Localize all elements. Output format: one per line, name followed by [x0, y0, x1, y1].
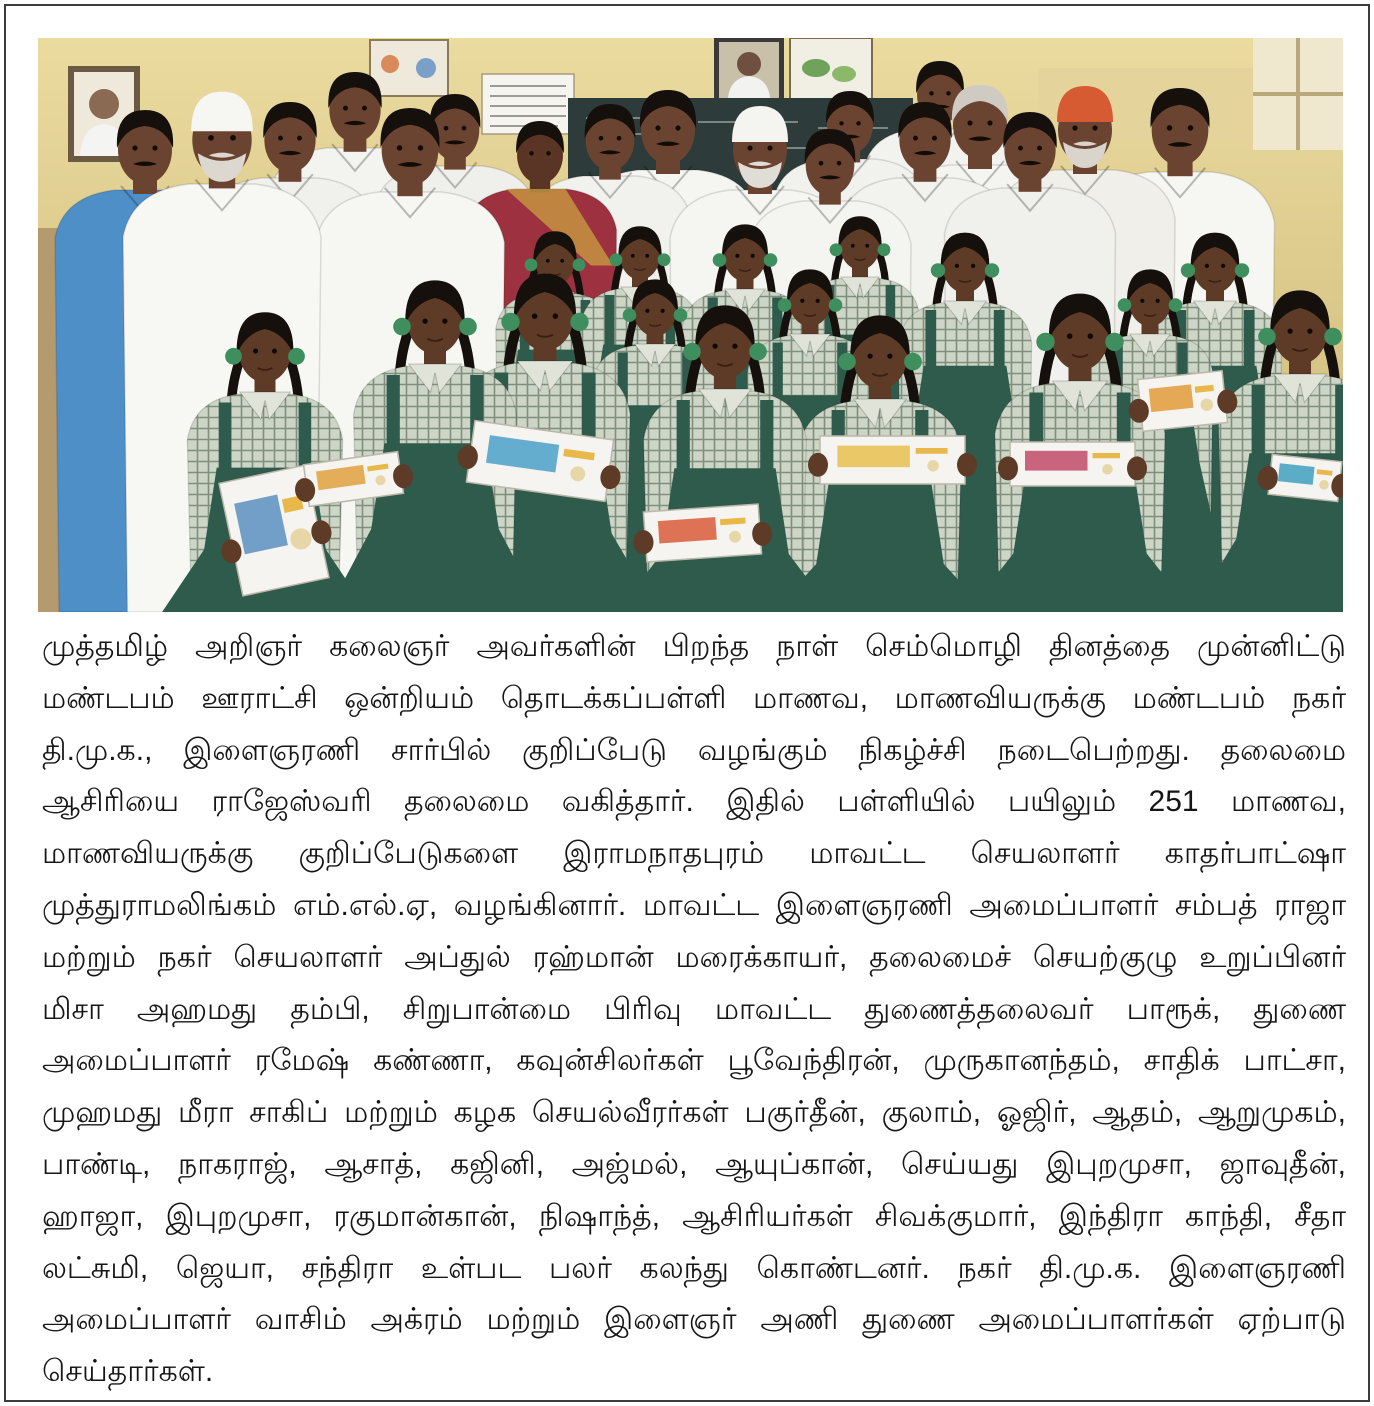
eye	[1072, 125, 1077, 130]
pinafore-strap	[582, 373, 596, 447]
article-body	[42, 621, 1346, 1398]
wall-poster	[790, 38, 872, 100]
eye	[230, 135, 236, 141]
pinafore-strap	[994, 310, 1005, 368]
article-line: செய்தார்கள்.	[42, 1355, 214, 1389]
poster-leaf	[832, 66, 856, 82]
hair-ribbon	[674, 308, 688, 322]
eye	[132, 145, 137, 150]
eye	[839, 121, 843, 125]
hand	[998, 456, 1018, 480]
wall-portrait-frame	[714, 38, 784, 102]
eye	[971, 264, 975, 268]
hair-ribbon	[610, 253, 623, 266]
article-line: லட்சுமி, ஜெயா, சந்திரா உள்பட பலர் கலந்து கொண்டனர். நகர் தி.மு.க. இளைஞரணி	[42, 1251, 1346, 1285]
article-line: ஆசிரியை ராஜேஸ்வரி தலைமை வகித்தார். இதில் பள்ளியில் பயிலும் 251 மாணவ,	[42, 785, 1346, 819]
hair-ribbon	[830, 243, 843, 256]
eye	[1140, 299, 1144, 303]
article-line: தி.மு.க., இளைஞரணி சார்பில் குறிப்பேடு வழங்கும் நிகழ்ச்சி நடைபெற்றது. தலைமை	[42, 733, 1346, 767]
eye	[444, 126, 449, 131]
eye	[747, 145, 752, 150]
eye	[913, 136, 918, 141]
notebook	[998, 442, 1147, 486]
hand	[808, 453, 828, 477]
eye	[932, 136, 937, 141]
eye	[442, 318, 447, 323]
hand	[957, 453, 977, 477]
pinafore-strap	[605, 295, 615, 346]
pinafore-strap	[677, 400, 690, 470]
cover-picture	[658, 517, 717, 543]
article-line: மிசா அஹமது தம்பி, சிறுபான்மை பிரிவு மாவட்ட துணைத்தலைவர் பாரூக், துணை	[42, 992, 1346, 1026]
eye	[272, 349, 277, 354]
eye	[946, 91, 950, 95]
hair-ribbon	[904, 353, 922, 371]
eye	[856, 121, 860, 125]
hair-ribbon	[525, 258, 538, 271]
hair-ribbon	[1235, 263, 1249, 277]
eye	[1092, 125, 1097, 130]
eye	[617, 136, 622, 141]
window	[1253, 38, 1343, 150]
pinafore-strap	[1244, 310, 1255, 368]
poster-sheet	[370, 40, 448, 96]
hair-ribbon	[393, 318, 411, 336]
article-line: பாண்டி, நாகராஜ், ஆசாத், கஜினி, அஜ்மல், ஆயுப்கான், செய்யது இபுறமுசா, ஜாவுதீன்,	[42, 1147, 1346, 1181]
news-clipping	[4, 4, 1370, 1402]
hair-ribbon	[1118, 298, 1132, 312]
hair-ribbon	[778, 298, 792, 312]
hair-ribbon	[1258, 328, 1276, 346]
eye	[529, 151, 533, 155]
sweet	[1102, 464, 1113, 475]
hair-ribbon	[225, 348, 242, 365]
eye	[675, 125, 680, 130]
article-line: மண்டபம் ஊராட்சி ஒன்றியம் தொடக்கப்பள்ளி மாணவ, மாணவியருக்கு மண்டபம் நகர்	[42, 681, 1346, 715]
photo-scene	[38, 38, 1343, 612]
pinafore-strap	[1252, 385, 1265, 455]
notebook	[808, 436, 977, 484]
eye	[887, 353, 892, 358]
eye	[631, 254, 635, 258]
eye	[645, 309, 649, 313]
poster-figure	[416, 58, 436, 78]
hair-ribbon	[288, 348, 305, 365]
pinafore-strap	[219, 403, 232, 470]
article-line: மற்றும் நகர் செயலாளர் அப்துல் ரஹ்மான் மரைக்காயர், தலைமைச் செயற்குழு உறுப்பினர்	[42, 940, 1346, 974]
article-line: அமைப்பாளர் வாசிம் அக்ரம் மற்றும் இளைஞர் அணி துணை அமைப்பாளர்கள் ஏற்பாடு	[42, 1303, 1346, 1337]
pinafore-strap	[773, 343, 783, 397]
portrait-head	[89, 89, 119, 119]
eye	[819, 161, 824, 166]
pinafore-strap	[1335, 385, 1343, 455]
eye	[851, 244, 855, 248]
cover-picture	[837, 446, 910, 468]
eye	[546, 151, 550, 155]
eye	[865, 244, 869, 248]
pinafore-strap	[299, 403, 312, 470]
eye	[1088, 333, 1094, 339]
cover-picture	[1149, 384, 1194, 412]
hair-ribbon	[459, 318, 477, 336]
eye	[732, 343, 737, 348]
sweet	[927, 460, 939, 472]
hair-ribbon	[501, 313, 519, 331]
eye	[867, 353, 872, 358]
article-line: அமைப்பாளர் ரமேஷ் கண்ணா, கவுன்சிலர்கள் பூவேந்திரன், முருகானந்தம், சாதிக் பாட்சா,	[42, 1044, 1346, 1078]
hair-ribbon	[985, 263, 999, 277]
eye	[343, 106, 348, 111]
eye	[208, 135, 214, 141]
eye	[837, 161, 842, 166]
hair-ribbon	[764, 253, 778, 267]
eye	[1307, 328, 1312, 333]
eye	[655, 125, 660, 130]
eye	[297, 136, 302, 141]
hair-ribbon	[713, 253, 727, 267]
notebook	[1126, 369, 1240, 432]
eye	[751, 254, 755, 258]
eye	[987, 120, 992, 125]
eye	[362, 106, 367, 111]
hand	[1127, 456, 1147, 480]
article-line: ஹாஜா, இபுறமுசா, ரகுமான்கான், நிஷாந்த், ஆசிரியர்கள் சிவக்குமார், இந்திரா காந்தி, சீதா	[42, 1199, 1346, 1233]
eye	[397, 145, 402, 150]
eye	[645, 254, 649, 258]
eye	[661, 309, 665, 313]
eye	[152, 145, 157, 150]
pinafore-strap	[387, 375, 400, 445]
eye	[1067, 333, 1073, 339]
notebook	[631, 503, 773, 563]
hair-ribbon	[623, 308, 637, 322]
portrait-head	[737, 52, 761, 76]
eye	[1221, 264, 1225, 268]
pinafore-strap	[925, 310, 936, 368]
poster-leaf	[802, 59, 830, 77]
eye	[712, 343, 717, 348]
article-line: முத்தமிழ் அறிஞர் கலைஞர் அவர்களின் பிறந்த நாள் செம்மொழி தினத்தை முன்னிட்டு	[42, 630, 1346, 663]
pen	[1093, 453, 1121, 458]
article-line: முஹமது மீரா சாகிப் மற்றும் கழக செயல்வீரர்கள் பகுர்தீன், குலாம், ஓஜிர், ஆதம், ஆறுமுகம்,	[42, 1096, 1346, 1130]
hair-ribbon	[1181, 263, 1195, 277]
hair-ribbon	[829, 298, 843, 312]
hair-ribbon	[570, 313, 588, 331]
eye	[1287, 328, 1292, 333]
eye	[955, 264, 959, 268]
eye	[735, 254, 739, 258]
hair-ribbon	[683, 343, 701, 361]
eye	[422, 318, 427, 323]
hair-ribbon	[749, 343, 767, 361]
eye	[462, 126, 467, 131]
article-line: மாணவியருக்கு குறிப்பேடுகளை இராமநாதபுரம் மாவட்ட செயலாளர் காதர்பாட்ஷா	[42, 837, 1346, 871]
hair-ribbon	[1169, 298, 1183, 312]
eye	[967, 120, 972, 125]
eye	[1167, 125, 1172, 130]
eye	[278, 136, 283, 141]
eye	[546, 259, 550, 263]
eye	[800, 299, 804, 303]
eye	[1018, 146, 1023, 151]
article-line: முத்துராமலிங்கம் எம்.எல்.ஏ, வழங்கினார். மாவட்ட இளைஞரணி அமைப்பாளர் சம்பத் ராஜா	[42, 888, 1346, 922]
hair-ribbon	[838, 353, 856, 371]
eye	[767, 145, 772, 150]
pen	[916, 448, 948, 454]
eye	[1205, 264, 1209, 268]
eye	[253, 349, 258, 354]
eye	[1156, 299, 1160, 303]
cover-picture	[1025, 451, 1088, 471]
eye	[532, 313, 538, 319]
wall-poster	[370, 40, 448, 96]
hair-ribbon	[1105, 333, 1123, 351]
news-photo	[38, 38, 1343, 612]
eye	[599, 136, 604, 141]
pinafore-strap	[760, 400, 773, 470]
hair-ribbon	[1036, 333, 1054, 351]
eye	[929, 91, 933, 95]
eye	[1037, 146, 1042, 151]
poster-figure	[381, 55, 399, 73]
eye	[560, 259, 564, 263]
eye	[418, 145, 423, 150]
eye	[816, 299, 820, 303]
hair-ribbon	[878, 243, 891, 256]
hair-ribbon	[658, 253, 671, 266]
hair-ribbon	[931, 263, 945, 277]
cover-picture	[1278, 463, 1315, 485]
hair-ribbon	[1324, 328, 1342, 346]
eye	[553, 313, 559, 319]
eye	[1188, 125, 1193, 130]
hair-ribbon	[573, 258, 586, 271]
